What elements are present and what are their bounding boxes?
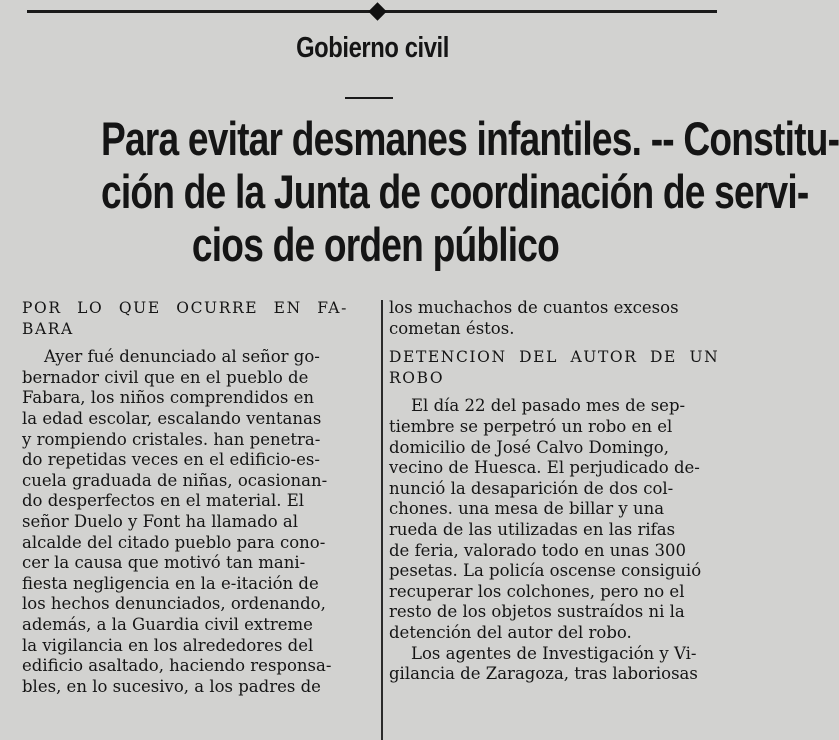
text-line: y rompiendo cristales. han penetra- <box>22 429 321 449</box>
article-column-right <box>389 298 737 685</box>
text-line: rueda de las utilizadas en las rifas <box>389 519 676 539</box>
text-line: bles, en lo sucesivo, a los padres de <box>22 676 321 696</box>
subhead-line: POR LO QUE OCURRE EN FA- <box>22 299 348 317</box>
headline-line: ción de la Junta de coordinación de servi- <box>100 165 809 218</box>
adjacent-column-left <box>0 0 22 739</box>
text-line: pesetas. La policía oscense consiguió <box>389 561 702 581</box>
subhead-line: BARA <box>22 319 74 338</box>
text-line: Fabara, los niños comprendidos en <box>22 388 314 408</box>
section-label: Gobierno civil <box>296 32 449 64</box>
text-line: señor Duelo y Font ha llamado al <box>22 511 298 531</box>
paragraph-fabara <box>22 347 374 697</box>
paragraph-robo <box>389 396 737 684</box>
text-line: El día 22 del pasado mes de sep- <box>411 396 686 416</box>
subhead-line: ROBO <box>389 368 445 387</box>
text-line: Ayer fué denunciado al señor go- <box>44 347 320 367</box>
text-line: la vigilancia en los alrededores del <box>22 635 314 655</box>
text-line: cer la causa que motivó tan mani- <box>22 553 306 573</box>
section-divider <box>345 97 393 99</box>
text-line: cometan éstos. <box>389 318 515 338</box>
text-line: recuperar los colchones, pero no el <box>389 581 685 601</box>
text-line: domicilio de José Calvo Domingo, <box>389 437 669 457</box>
text-line: alcalde del citado pueblo para cono- <box>22 532 326 552</box>
text-line: nunció la desaparición de dos col- <box>389 478 674 498</box>
text-line: vecino de Huesca. El perjudicado de- <box>389 458 700 478</box>
text-line: tiembre se perpetró un robo en el <box>389 416 673 436</box>
text-line: do desperfectos en el material. El <box>22 491 305 511</box>
subhead-robo <box>389 347 737 388</box>
text-line: de feria, valorado todo en unas 300 <box>389 540 687 560</box>
paragraph-continuation <box>389 298 737 339</box>
headline-line: cios de orden público <box>191 218 560 271</box>
text-line: resto de los objetos sustraídos ni la <box>389 602 685 622</box>
text-line: fiesta negligencia en la e-itación de <box>22 573 319 593</box>
headline <box>28 112 839 271</box>
text-line: chones. una mesa de billar y una <box>389 499 665 519</box>
text-line: además, a la Guardia civil extreme <box>22 614 313 634</box>
text-line: los muchachos de cuantos excesos <box>389 298 679 317</box>
text-line: gilancia de Zaragoza, tras laboriosas <box>389 664 698 684</box>
text-line: Los agentes de Investigación y Vi- <box>411 643 697 663</box>
text-line: do repetidas veces en el edificio-es- <box>22 450 320 470</box>
text-line: bernador civil que en el pueblo de <box>22 367 309 387</box>
column-divider <box>381 300 383 740</box>
article-column-left <box>22 298 374 697</box>
text-line: los hechos denunciados, ordenando, <box>22 594 326 614</box>
text-line: edificio asaltado, haciendo responsa- <box>22 656 332 676</box>
subhead-fabara <box>22 298 374 339</box>
headline-line: Para evitar desmanes infantiles. -- Constitu- <box>100 112 839 165</box>
text-line: detención del autor del robo. <box>389 622 632 642</box>
diamond-ornament-icon <box>368 2 386 20</box>
subhead-line: DETENCION DEL AUTOR DE UN <box>389 348 720 367</box>
text-line: cuela graduada de niñas, ocasionan- <box>22 470 328 490</box>
text-line: la edad escolar, escalando ventanas <box>22 408 322 428</box>
